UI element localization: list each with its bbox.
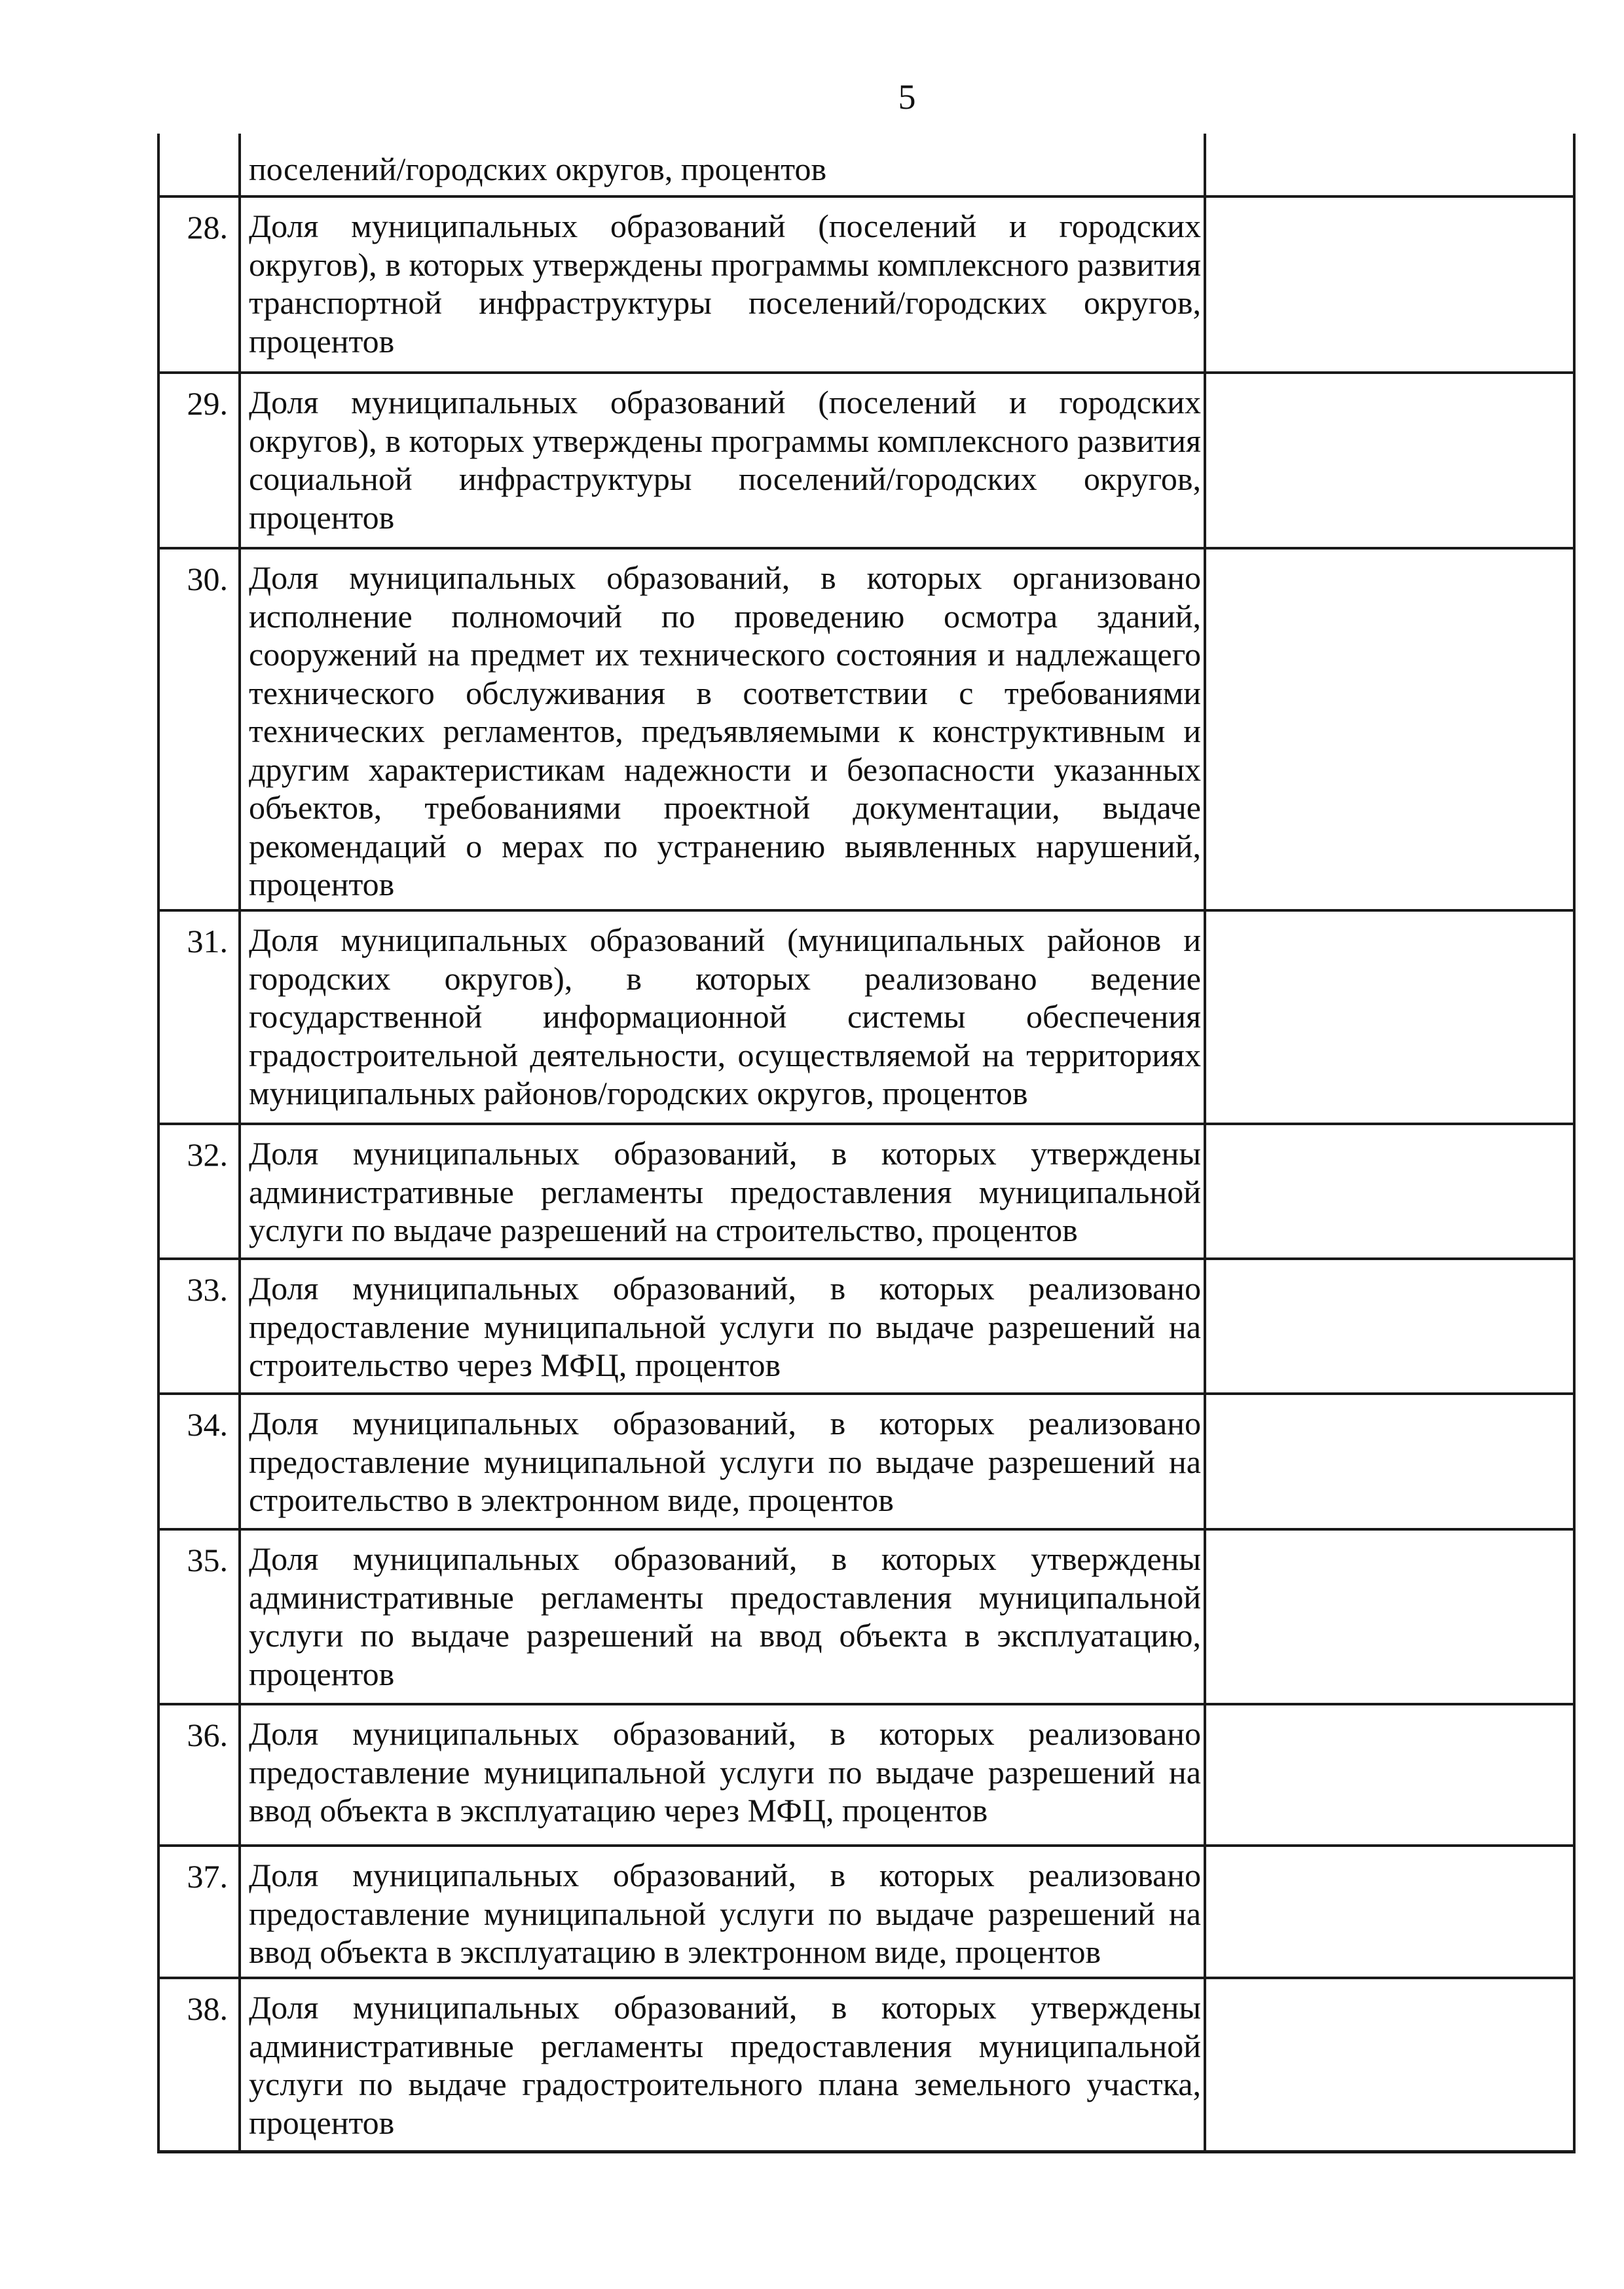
row-number xyxy=(160,134,238,144)
row-number-cell xyxy=(158,548,240,910)
table-row xyxy=(158,1259,1574,1394)
indicator-cell xyxy=(240,1259,1205,1394)
indicator-text: Доля муниципальных образований, в которых реализовано предоставление муниципальной услуги по выдаче разрешений на строительство через МФЦ, процентов xyxy=(249,1270,1201,1383)
value-cell xyxy=(1205,1394,1574,1529)
row-number-cell xyxy=(158,910,240,1124)
table-row xyxy=(158,134,1574,196)
indicator-text: Доля муниципальных образований (поселений и городских округов), в которых утверждены программы комплексного развития социальной инфраструктуры поселений/городских округов, процентов xyxy=(249,384,1201,536)
value-cell xyxy=(1205,134,1574,196)
indicator-cell xyxy=(240,196,1205,373)
row-number-cell xyxy=(158,196,240,373)
value-cell xyxy=(1205,548,1574,910)
indicator-cell xyxy=(240,1394,1205,1529)
row-number: 38. xyxy=(187,1990,228,2027)
value-cell xyxy=(1205,1124,1574,1259)
table-row xyxy=(158,1978,1574,2151)
value-cell xyxy=(1205,1704,1574,1846)
row-number: 34. xyxy=(187,1406,228,1443)
row-number: 33. xyxy=(187,1271,228,1308)
table-row xyxy=(158,910,1574,1124)
indicator-cell xyxy=(240,910,1205,1124)
indicator-cell xyxy=(240,373,1205,548)
value-cell xyxy=(1205,1846,1574,1978)
value-cell xyxy=(1205,196,1574,373)
indicator-cell xyxy=(240,1846,1205,1978)
indicator-text: Доля муниципальных образований (поселений и городских округов), в которых утверждены программы комплексного развития транспортной инфраструктуры поселений/городских округов, процентов xyxy=(249,208,1201,360)
indicator-cell xyxy=(240,134,1205,196)
indicators-table xyxy=(157,134,1576,2153)
table-row xyxy=(158,1704,1574,1846)
row-number: 30. xyxy=(187,561,228,597)
table-row xyxy=(158,1846,1574,1978)
table-row xyxy=(158,373,1574,548)
value-cell xyxy=(1205,373,1574,548)
indicator-text: Доля муниципальных образований, в которых реализовано предоставление муниципальной услуги по выдаче разрешений на строительство в электронном виде, процентов xyxy=(249,1405,1201,1518)
row-number-cell xyxy=(158,1529,240,1704)
indicator-text: поселений/городских округов, процентов xyxy=(249,151,827,187)
indicator-text: Доля муниципальных образований, в которых организовано исполнение полномочий по проведению осмотра зданий, сооружений на предмет их технического состояния и надлежащего технического обслуживания в соответствии с требованиями технических регламентов, предъявляемыми к конструктивным и другим характеристикам надежности и безопасности указанных объектов, требованиями проектной документации, выдаче рекомендаций о мерах по устранению выявленных нарушений, процентов xyxy=(249,559,1201,903)
indicator-cell xyxy=(240,548,1205,910)
row-number-cell xyxy=(158,1394,240,1529)
indicator-cell xyxy=(240,1704,1205,1846)
table-row xyxy=(158,1124,1574,1259)
row-number: 31. xyxy=(187,923,228,959)
row-number-cell xyxy=(158,373,240,548)
indicator-text: Доля муниципальных образований (муниципальных районов и городских округов), в которых реализовано ведение государственной информационной системы обеспечения градостроительной деятельности, осуществляемой на территориях муниципальных районов/городских округов, процентов xyxy=(249,921,1201,1111)
table-row xyxy=(158,196,1574,373)
indicator-cell xyxy=(240,1978,1205,2151)
indicator-text: Доля муниципальных образований, в которых утверждены административные регламенты предоставления муниципальной услуги по выдаче градостроительного плана земельного участка, процентов xyxy=(249,1989,1201,2141)
row-number: 28. xyxy=(187,209,228,246)
indicator-text: Доля муниципальных образований, в которых утверждены административные регламенты предоставления муниципальной услуги по выдаче разрешений на ввод объекта в эксплуатацию, процентов xyxy=(249,1540,1201,1692)
table-row xyxy=(158,548,1574,910)
indicator-text: Доля муниципальных образований, в которых утверждены административные регламенты предоставления муниципальной услуги по выдаче разрешений на строительство, процентов xyxy=(249,1135,1201,1248)
row-number: 29. xyxy=(187,385,228,422)
row-number-cell xyxy=(158,134,240,196)
indicator-cell xyxy=(240,1529,1205,1704)
table-row xyxy=(158,1529,1574,1704)
page-number: 5 xyxy=(898,77,916,117)
row-number: 37. xyxy=(187,1858,228,1895)
row-number-cell xyxy=(158,1259,240,1394)
row-number: 32. xyxy=(187,1136,228,1173)
value-cell xyxy=(1205,1529,1574,1704)
value-cell xyxy=(1205,1259,1574,1394)
indicator-text: Доля муниципальных образований, в которых реализовано предоставление муниципальной услуги по выдаче разрешений на ввод объекта в эксплуатацию в электронном виде, процентов xyxy=(249,1857,1201,1970)
row-number: 35. xyxy=(187,1542,228,1578)
table-row xyxy=(158,1394,1574,1529)
row-number-cell xyxy=(158,1124,240,1259)
value-cell xyxy=(1205,1978,1574,2151)
row-number-cell xyxy=(158,1704,240,1846)
value-cell xyxy=(1205,910,1574,1124)
row-number-cell xyxy=(158,1846,240,1978)
indicator-text: Доля муниципальных образований, в которых реализовано предоставление муниципальной услуги по выдаче разрешений на ввод объекта в эксплуатацию через МФЦ, процентов xyxy=(249,1715,1201,1829)
row-number-cell xyxy=(158,1978,240,2151)
row-number: 36. xyxy=(187,1717,228,1753)
indicator-cell xyxy=(240,1124,1205,1259)
